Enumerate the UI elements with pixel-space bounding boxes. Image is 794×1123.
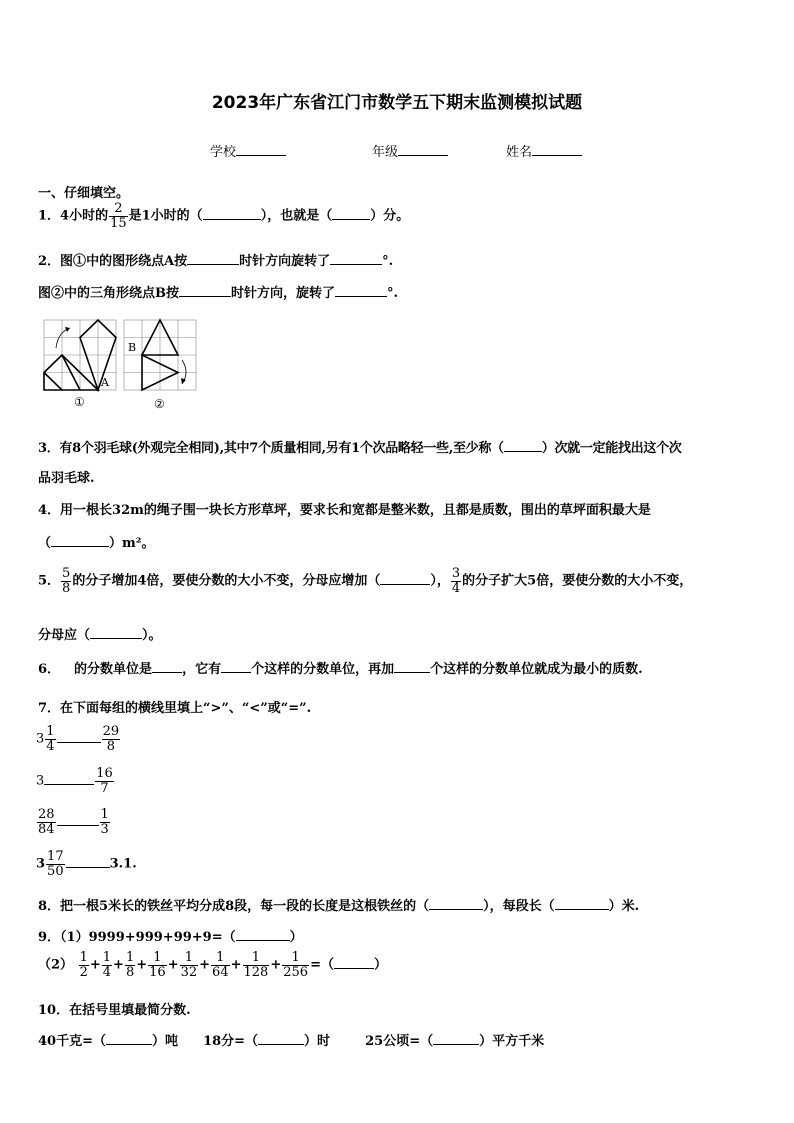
question-6: 6． 的分数单位是 ，它有 个这样的分数单位，再加 个这样的分数单位就成为最小的质数.: [38, 662, 643, 677]
figure-1-arrow: [56, 328, 70, 348]
section-heading: 一、仔细填空。: [38, 186, 130, 201]
header-grade: 年级: [372, 141, 448, 160]
question-3-line1: 3．有8个羽毛球(外观完全相同),其中7个质量相同,另有1个次品略轻一些,至少称（ ）次就一定能找出这个次: [38, 441, 682, 456]
rotation-figures: [40, 318, 205, 413]
question-2-line2: 图②中的三角形绕点B按 时针方向，旋转了 °.: [38, 286, 399, 301]
comparison-row-1: 3 $\frac{1}{4}$ $\frac{29}{8}$: [36, 724, 120, 754]
question-9-line2: （2） $\frac{1}{2}$ + $\frac{1}{4}$ + $\frac{1}{8}$ + $\frac{1}{16}$ + $\frac{1}{32}$ + $\frac{1}{64}$ + $\frac{1}{128}$ + $\frac{1}{256}$ =（ ）: [38, 950, 387, 980]
header-name: 姓名: [506, 141, 582, 160]
question-7: 7．在下面每组的横线里填上“>”、“<”或“=”.: [38, 701, 312, 716]
comparison-row-4: 3 $\frac{17}{50}$ 3.1.: [36, 849, 137, 879]
comparison-row-2: 3 $\frac{16}{7}$: [36, 766, 113, 796]
point-a-label: A: [101, 376, 109, 389]
figure-2-label: ②: [154, 397, 165, 411]
figure-1-label: ①: [74, 395, 85, 409]
comparison-row-3: $\frac{28}{84}$ $\frac{1}{3}$: [38, 807, 109, 837]
question-4-line1: 4．用一根长32m的绳子围一块长方形草坪，要求长和宽都是整米数，且都是质数，围出的草坪面积最大是: [38, 503, 651, 518]
question-10-items: 40千克=（ ）吨 18分=（ ）时 25公顷=（ ）平方千米: [38, 1034, 545, 1049]
question-3-line2: 品羽毛球.: [38, 471, 95, 486]
question-5-line1: 5． $\frac{5}{8}$ 的分子增加4倍，要使分数的大小不变，分母应增加（ ）， $\frac{3}{4}$ 的分子扩大5倍，要使分数的大小不变，: [38, 566, 693, 596]
question-10: 10．在括号里填最简分数.: [38, 1003, 191, 1018]
question-5-line2: 分母应（ ）。: [38, 628, 162, 643]
question-2-line1: 2．图①中的图形绕点A按 时针方向旋转了 °.: [38, 254, 394, 269]
question-9-line1: 9．（1）9999+999+99+9=（ ）: [38, 930, 303, 945]
question-1: 1．4小时的 $\frac{2}{15}$ 是1小时的（ ），也就是（ ）分。: [38, 201, 410, 231]
question-4-line2: （ ）m²。: [38, 536, 155, 551]
point-b-label: B: [128, 341, 137, 354]
question-8: 8．把一根5米长的铁丝平均分成8段，每一段的长度是这根铁丝的（ ），每段长（ ）米.: [38, 899, 640, 914]
header-school: 学校: [210, 141, 286, 160]
page-title: 2023年广东省江门市数学五下期末监测模拟试题: [211, 93, 583, 113]
